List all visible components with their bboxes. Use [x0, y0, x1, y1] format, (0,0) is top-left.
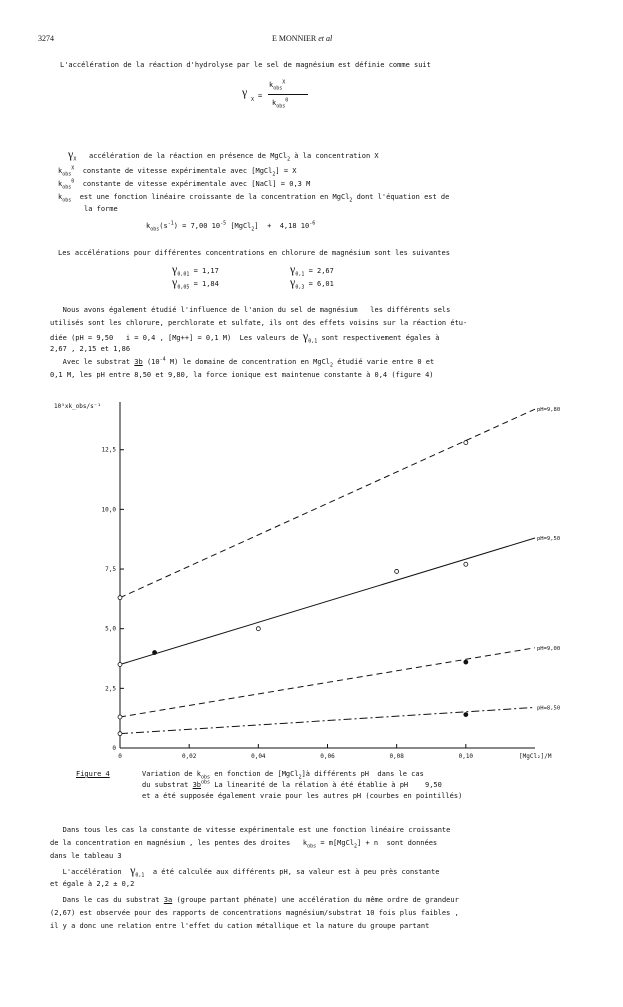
data-point: [464, 713, 468, 717]
y-tick-label: 7,5: [105, 566, 116, 574]
para1-line2: utilisés sont les chlorure, perchlorate et sulfate, ils ont des effets voisins sur la réaction étu-: [50, 319, 468, 327]
data-point: [256, 627, 260, 631]
data-point: [118, 596, 122, 600]
data-point: [464, 660, 468, 664]
y-axis-label: 10⁵xk_obs/s⁻¹: [54, 403, 101, 410]
equation-kobs: $k_{obs}(s^{-1}) = 7,00$ $10^{-5}$ [MgCl$_2$] + 4,18 $10^{-6}$: [146, 220, 316, 233]
series-label: pH=9,80: [537, 407, 561, 414]
x-tick-label: 0,04: [251, 753, 266, 760]
x-tick-label: 0,06: [320, 753, 335, 760]
figure-label: Figure 4: [76, 770, 110, 778]
data-point: [153, 651, 157, 655]
accel-01: $\gamma_{0,1} = 2,67$: [290, 262, 334, 278]
x-tick-label: 0,10: [458, 753, 474, 760]
data-point: [118, 715, 122, 719]
definition-gamma: $\gamma_X$ accélération de la réaction en présence de MgCl$_2$ à la concentration X: [68, 147, 379, 163]
x-tick-label: 0,08: [389, 753, 404, 760]
definition-kobs: $k_{obs}$ est une fonction linéaire croissante de la concentration en MgCl$_2$ dont l'équation est de: [58, 193, 450, 204]
series-label: pH=9,00: [537, 645, 561, 652]
definition-form: la forme: [84, 205, 118, 213]
data-point: [395, 569, 399, 573]
data-point: [464, 562, 468, 566]
intro-text: L'accélération de la réaction d'hydrolyse par le sel de magnésium est définie comme suit: [60, 61, 431, 69]
para1-line4: 2,67 , 2,15 et 1,86: [50, 345, 131, 353]
caption-line3: et a été supposée également vraie pour les autres pH (courbes en pointillés): [142, 792, 463, 800]
series-line-3: [120, 707, 535, 733]
accel-005: $\gamma_{0,05} = 1,84$: [172, 275, 219, 291]
figure-4-chart: [0, 390, 623, 774]
para4-line1: L'accélération $\gamma_{0,1}$ a été calculée aux différents pH, sa valeur est à peu près constante: [50, 863, 440, 879]
para5-line2: (2,67) est observée pour des rapports de concentrations magnésium/substrat 10 fois plus faibles ,: [50, 909, 459, 917]
y-tick-label: 5,0: [105, 625, 116, 633]
para2-line1: Avec le substrat 3b ($10^{-4}$ M) le domaine de concentration en MgCl$_2$ étudié varie entre 0 et: [50, 356, 435, 369]
para3-line3: dans le tableau 3: [50, 852, 122, 860]
data-point: [118, 662, 122, 666]
equation-acceleration: γ X = $k_{obs}^X$ $k_{obs}^0$: [242, 77, 362, 117]
caption-line1: Variation de $k_{obs}$ en fonction de [MgCl$_2$]à différents pH dans le cas: [142, 770, 424, 781]
para1-line3: diée (pH = 9,50 i = 0,4 , [Mg++] = 0,1 M) Les valeurs de $\gamma_{0,1}$ sont respectivement égales à: [50, 329, 440, 345]
series-line-0: [120, 409, 535, 598]
para4-line2: et égale à 2,2 ± 0,2: [50, 880, 135, 888]
y-tick-label: 10,0: [101, 506, 116, 514]
para5-line1: Dans le cas du substrat 3a (groupe partant phénate) une accélération du même ordre de grandeur: [50, 896, 459, 904]
caption-line2: du substrat $3b^{obs}$ La linearité de la rélation à été établie à pH 9,50: [142, 779, 442, 789]
data-point: [464, 441, 468, 445]
accel-001: $\gamma_{0,01} = 1,17$: [172, 262, 219, 278]
series-label: pH=8,50: [537, 705, 561, 712]
x-tick-label: 0,02: [181, 753, 197, 760]
series-line-1: [120, 538, 535, 664]
x-axis-label: [MgCl₂]/M: [519, 753, 552, 760]
y-tick-label: 12,5: [101, 446, 116, 454]
para1-line1: Nous avons également étudié l'influence de l'anion du sel de magnésium les différents sels: [50, 306, 451, 314]
accelerations-intro: Les accélérations pour différentes concentrations en chlorure de magnésium sont les suivantes: [58, 249, 450, 257]
page-number: 3274: [38, 34, 54, 43]
series-line-2: [120, 648, 535, 717]
definition-kobsx: $k_{obs}^X$ constante de vitesse expérimentale avec [MgCl$_2$] = X: [58, 165, 297, 178]
para2-line2: 0,1 M, les pH entre 8,50 et 9,80, la force ionique est maintenue constante à 0,4 (figure 4): [50, 371, 434, 379]
para3-line2: de la concentration en magnésium , les pentes des droites $k_{obs}$ = m[MgCl$_2$] + n sont données: [50, 839, 438, 850]
series-label: pH=9,50: [537, 536, 561, 543]
para5-line3: il y a donc une relation entre l'effet du cation métallique et la nature du groupe partant: [50, 922, 430, 930]
para3-line1: Dans tous les cas la constante de vitesse expérimentale est une fonction linéaire croissante: [50, 826, 451, 834]
y-tick-label: 2,5: [105, 685, 116, 693]
data-point: [118, 732, 122, 736]
definition-kobs0: $k_{obs}^0$ constante de vitesse expérimentale avec [NaCl] = 0,3 M: [58, 178, 311, 191]
accel-03: $\gamma_{0,3} = 6,01$: [290, 275, 334, 291]
y-tick-label: 0: [112, 745, 116, 752]
running-header: E MONNIER et al: [272, 34, 333, 43]
x-tick-label: 0: [118, 753, 122, 760]
